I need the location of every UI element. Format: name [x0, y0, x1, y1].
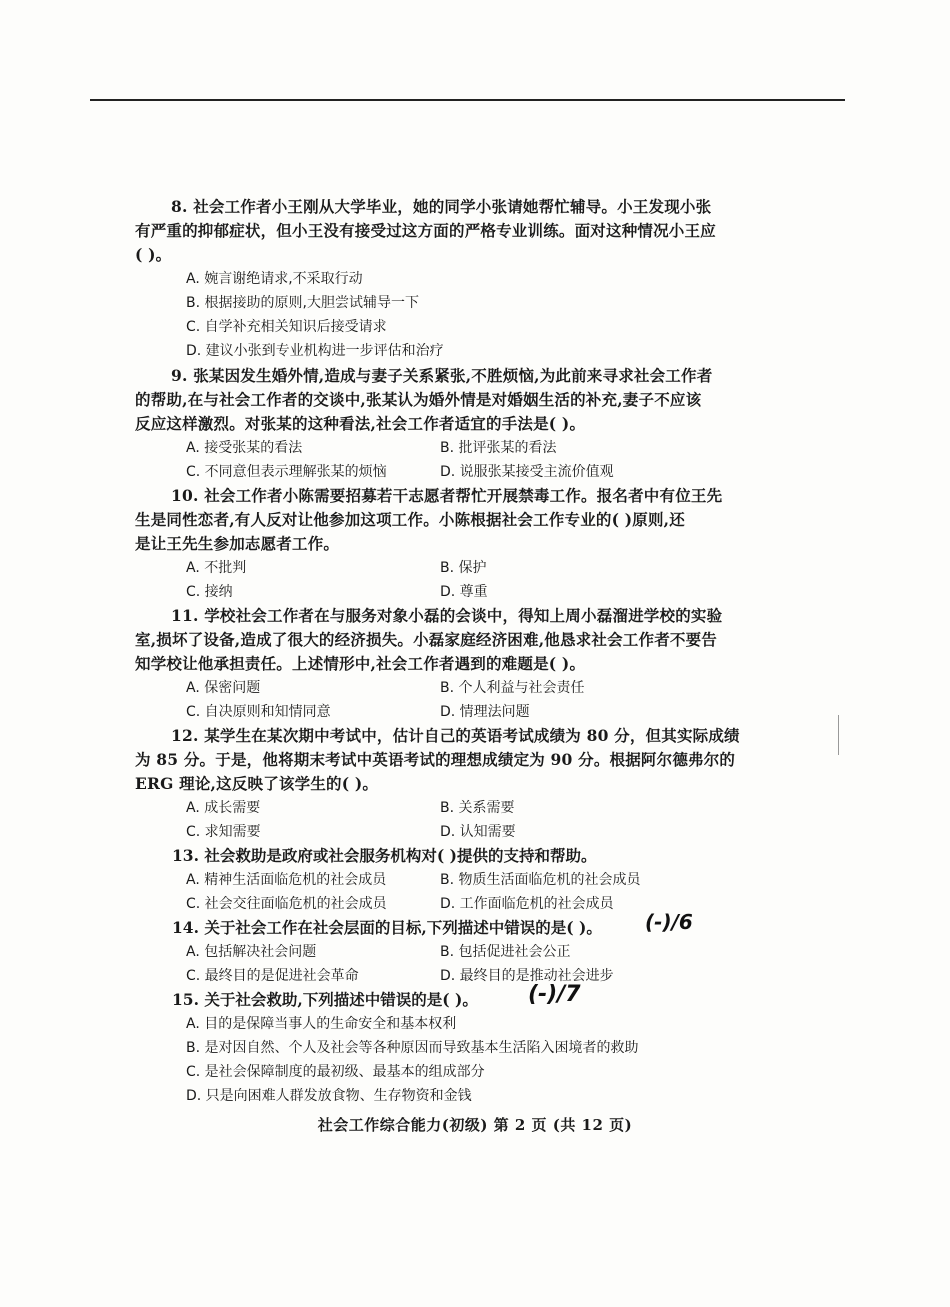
- question-12-line-2: 为 85 分。于是，他将期末考试中英语考试的理想成绩定为 90 分。根据阿尔德弗尔的: [135, 750, 736, 769]
- question-11-stem: [135, 604, 740, 628]
- question-12-option-b: B. 关系需要: [440, 800, 515, 816]
- question-15-option-c: C. 是社会保障制度的最初级、最基本的组成部分: [186, 1064, 485, 1080]
- question-8-line-3: ( )。: [135, 245, 172, 264]
- question-13-option-c: C. 社会交往面临危机的社会成员: [186, 896, 387, 912]
- question-13-option-d: D. 工作面临危机的社会成员: [440, 896, 614, 912]
- question-14-option-a: A. 包括解决社会问题: [186, 944, 317, 960]
- question-12-option-c: C. 求知需要: [186, 824, 261, 840]
- question-8-option-a: A. 婉言谢绝请求,不采取行动: [186, 271, 363, 287]
- question-15-handwritten-mark: (-)/7: [528, 982, 581, 1007]
- question-12-number: 12.: [171, 726, 199, 745]
- question-15-option-a: A. 目的是保障当事人的生命安全和基本权利: [186, 1016, 457, 1032]
- question-11-line-3: 知学校让他承担责任。上述情形中,社会工作者遇到的难题是( )。: [135, 654, 586, 673]
- question-11-number: 11.: [171, 606, 199, 625]
- question-8-line-1: 社会工作者小王刚从大学毕业，她的同学小张请她帮忙辅导。小王发现小张: [193, 197, 712, 216]
- question-15-option-d: D. 只是向困难人群发放食物、生存物资和金钱: [186, 1088, 472, 1104]
- question-13-stem: [172, 844, 596, 868]
- question-15-line-1: 关于社会救助,下列描述中错误的是( )。: [204, 990, 478, 1009]
- question-11-line-1: 学校社会工作者在与服务对象小磊的会谈中，得知上周小磊溜进学校的实验: [204, 606, 723, 625]
- question-9-line-2: 的帮助,在与社会工作者的交谈中,张某认为婚外情是对婚姻生活的补充,妻子不应该: [135, 390, 702, 409]
- question-9-line-1: 张某因发生婚外情,造成与妻子关系紧张,不胜烦恼,为此前来寻求社会工作者: [193, 366, 713, 385]
- question-11-option-c: C. 自决原则和知情同意: [186, 704, 331, 720]
- question-12-line-1: 某学生在某次期中考试中，估计自己的英语考试成绩为 80 分，但其实际成绩: [204, 726, 740, 745]
- question-12-line-3: ERG 理论,这反映了该学生的( )。: [135, 774, 379, 793]
- question-10-option-c: C. 接纳: [186, 584, 233, 600]
- question-15-option-b: B. 是对因自然、个人及社会等各种原因而导致基本生活陷入困境者的救助: [186, 1040, 639, 1056]
- question-9-number: 9.: [171, 366, 188, 385]
- question-9-line-3: 反应这样激烈。对张某的这种看法,社会工作者适宜的手法是( )。: [135, 414, 586, 433]
- question-12-option-a: A. 成长需要: [186, 800, 261, 816]
- question-10-line-3: 是让王先生参加志愿者工作。: [135, 534, 340, 553]
- question-8-option-c: C. 自学补充相关知识后接受请求: [186, 319, 387, 335]
- question-9-option-d: D. 说服张某接受主流价值观: [440, 464, 614, 480]
- question-9-option-a: A. 接受张某的看法: [186, 440, 303, 456]
- page-footer: 社会工作综合能力(初级) 第 2 页 (共 12 页): [317, 1116, 633, 1134]
- question-13-option-a: A. 精神生活面临危机的社会成员: [186, 872, 387, 888]
- question-14-handwritten-mark: (-)/6: [645, 910, 693, 934]
- question-10-line-2: 生是同性恋者,有人反对让他参加这项工作。小陈根据社会工作专业的( )原则,还: [135, 510, 685, 529]
- question-10-option-d: D. 尊重: [440, 584, 488, 600]
- header-rule: [90, 99, 845, 101]
- question-12-stem: [135, 724, 740, 748]
- question-13-number: 13.: [172, 846, 199, 865]
- question-14-line-1: 关于社会工作在社会层面的目标,下列描述中错误的是( )。: [204, 918, 602, 937]
- question-11-line-2: 室,损坏了设备,造成了很大的经济损失。小磊家庭经济困难,他恳求社会工作者不要告: [135, 630, 717, 649]
- question-9-stem: [135, 364, 740, 388]
- question-8-option-b: B. 根据接助的原则,大胆尝试辅导一下: [186, 295, 419, 311]
- question-10-option-b: B. 保护: [440, 560, 487, 576]
- question-14-option-b: B. 包括促进社会公正: [440, 944, 571, 960]
- question-11-option-b: B. 个人利益与社会责任: [440, 680, 585, 696]
- question-15-number: 15.: [172, 990, 199, 1009]
- question-8-number: 8.: [171, 197, 188, 216]
- question-8-line-2: 有严重的抑郁症状，但小王没有接受过这方面的严格专业训练。面对这种情况小王应: [135, 221, 716, 240]
- question-9-option-c: C. 不同意但表示理解张某的烦恼: [186, 464, 387, 480]
- question-10-option-a: A. 不批判: [186, 560, 247, 576]
- question-10-number: 10.: [171, 486, 199, 505]
- question-8-stem: [135, 195, 740, 219]
- question-10-stem: [135, 484, 740, 508]
- question-9-option-b: B. 批评张某的看法: [440, 440, 557, 456]
- question-11-option-a: A. 保密问题: [186, 680, 261, 696]
- question-12-option-d: D. 认知需要: [440, 824, 516, 840]
- question-14-number: 14.: [172, 918, 199, 937]
- question-14-stem: [172, 916, 602, 940]
- question-14-option-d: D. 最终目的是推动社会进步: [440, 968, 614, 984]
- question-10-line-1: 社会工作者小陈需要招募若干志愿者帮忙开展禁毒工作。报名者中有位王先: [204, 486, 723, 505]
- question-15-stem: [172, 988, 478, 1012]
- question-13-option-b: B. 物质生活面临危机的社会成员: [440, 872, 641, 888]
- scan-artifact-mark: [838, 715, 839, 755]
- question-13-line-1: 社会救助是政府或社会服务机构对( )提供的支持和帮助。: [204, 846, 597, 865]
- question-11-option-d: D. 情理法问题: [440, 704, 530, 720]
- question-8-option-d: D. 建议小张到专业机构进一步评估和治疗: [186, 343, 444, 359]
- question-14-option-c: C. 最终目的是促进社会革命: [186, 968, 359, 984]
